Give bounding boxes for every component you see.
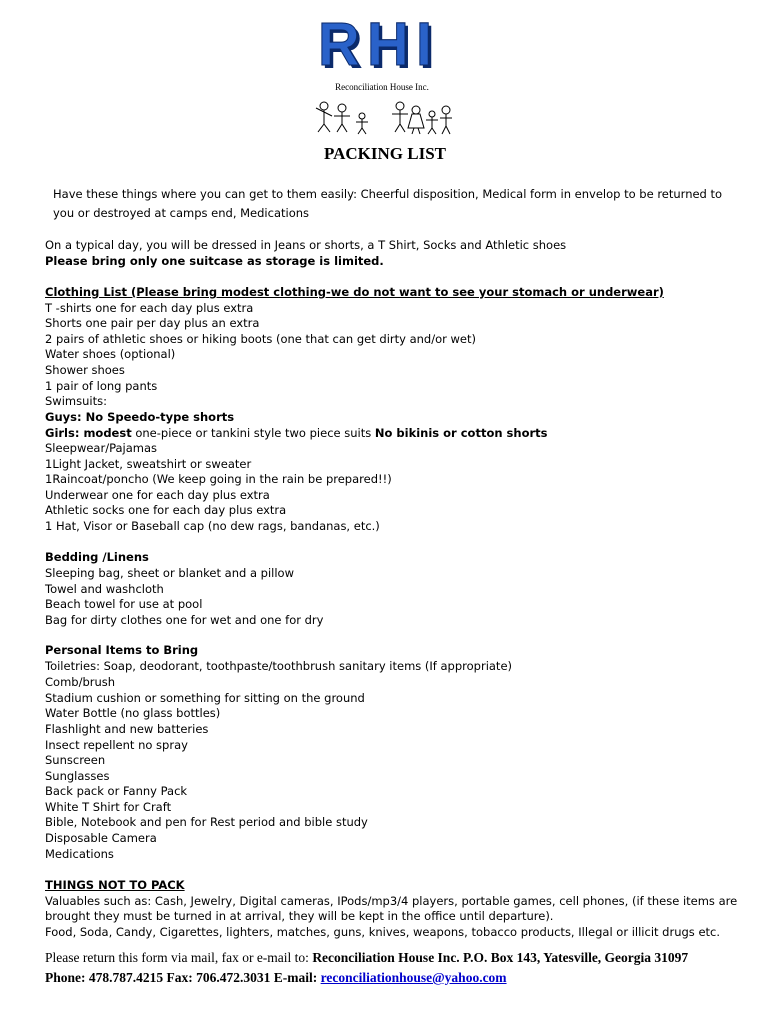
mailing-address: Reconciliation House Inc. P.O. Box 143, Yatesville, Georgia 31097 xyxy=(312,950,689,965)
intro-text: Have these things where you can get to them easily: Cheerful disposition, Medical form in envelop to be returned to you or destroyed at camps end, Medications xyxy=(53,187,723,220)
email-link[interactable]: reconciliationhouse@yahoo.com xyxy=(320,970,507,985)
list-item: Sunglasses xyxy=(45,769,110,783)
list-item: Sunscreen xyxy=(45,753,106,767)
girls-restriction: No bikinis or cotton shorts xyxy=(374,426,548,440)
not-to-pack-text: Food, Soda, Candy, Cigarettes, lighters, matches, guns, knives, weapons, tobacco products, Illegal or illicit drugs etc. xyxy=(45,925,721,939)
list-item: 1Raincoat/poncho (We keep going in the rain be prepared!!) xyxy=(45,472,392,486)
logo-letter-i: I xyxy=(415,10,435,79)
list-item: Medications xyxy=(45,847,114,861)
suitcase-note: Please bring only one suitcase as storage is limited. xyxy=(45,254,384,268)
list-item: Back pack or Fanny Pack xyxy=(45,784,188,798)
phone-fax: Phone: 478.787.4215 Fax: 706.472.3031 E-mail: xyxy=(45,970,321,985)
bedding-heading: Bedding /Linens xyxy=(45,550,149,564)
list-item: Flashlight and new batteries xyxy=(45,722,209,736)
list-item: Sleepwear/Pajamas xyxy=(45,441,158,455)
list-item: Bag for dirty clothes one for wet and one for dry xyxy=(45,613,324,627)
personal-heading: Personal Items to Bring xyxy=(45,643,199,657)
list-item: Water Bottle (no glass bottles) xyxy=(45,706,221,720)
list-item: Beach towel for use at pool xyxy=(45,597,203,611)
list-item: Swimsuits: xyxy=(45,394,107,408)
guys-swimwear-rule: Guys: No Speedo-type shorts xyxy=(45,410,235,424)
girls-swimwear-rule xyxy=(45,426,548,440)
not-to-pack-text: brought they must be turned in at arrival, they will be kept in the office until departure). xyxy=(45,909,554,923)
girls-text: one-piece or tankini style two piece suits xyxy=(131,426,375,440)
not-to-pack-heading: THINGS NOT TO PACK xyxy=(45,878,185,892)
logo-letter-h: H xyxy=(366,10,411,79)
return-text: Please return this form via mail, fax or e-mail to: xyxy=(45,950,313,965)
return-instructions xyxy=(45,950,688,966)
list-item: Water shoes (optional) xyxy=(45,347,176,361)
page-title: PACKING LIST xyxy=(323,144,446,163)
logo-subtitle: Reconciliation House Inc. xyxy=(335,82,429,92)
clothing-heading: Clothing List (Please bring modest clothing-we do not want to see your stomach or underwear) xyxy=(45,285,664,299)
list-item: T -shirts one for each day plus extra xyxy=(45,301,254,315)
list-item: Towel and washcloth xyxy=(45,582,164,596)
stick-figures-icon xyxy=(312,98,452,138)
list-item: Bible, Notebook and pen for Rest period and bible study xyxy=(45,815,368,829)
list-item: 1 pair of long pants xyxy=(45,379,158,393)
list-item: Shorts one pair per day plus an extra xyxy=(45,316,260,330)
girls-label: Girls: modest xyxy=(45,426,132,440)
list-item: Insect repellent no spray xyxy=(45,738,188,752)
not-to-pack-text: Valuables such as: Cash, Jewelry, Digital cameras, IPods/mp3/4 players, portable games, cell phones, (if these items are xyxy=(45,894,738,908)
list-item: 1Light Jacket, sweatshirt or sweater xyxy=(45,457,252,471)
rhi-logo xyxy=(312,10,452,124)
list-item: Underwear one for each day plus extra xyxy=(45,488,270,502)
list-item: Stadium cushion or something for sitting on the ground xyxy=(45,691,365,705)
list-item: White T Shirt for Craft xyxy=(45,800,172,814)
list-item: Toiletries: Soap, deodorant, toothpaste/toothbrush sanitary items (If appropriate) xyxy=(45,659,513,673)
list-item: Sleeping bag, sheet or blanket and a pillow xyxy=(45,566,294,580)
logo-letters xyxy=(318,10,435,79)
logo-letter-r: R xyxy=(318,10,362,79)
list-item: 1 Hat, Visor or Baseball cap (no dew rags, bandanas, etc.) xyxy=(45,519,380,533)
contact-info xyxy=(45,970,507,986)
list-item: Shower shoes xyxy=(45,363,125,377)
list-item: Disposable Camera xyxy=(45,831,157,845)
list-item: Athletic socks one for each day plus extra xyxy=(45,503,287,517)
list-item: 2 pairs of athletic shoes or hiking boots (one that can get dirty and/or wet) xyxy=(45,332,476,346)
typical-day-text: On a typical day, you will be dressed in Jeans or shorts, a T Shirt, Socks and Athletic shoes xyxy=(45,238,567,252)
list-item: Comb/brush xyxy=(45,675,116,689)
